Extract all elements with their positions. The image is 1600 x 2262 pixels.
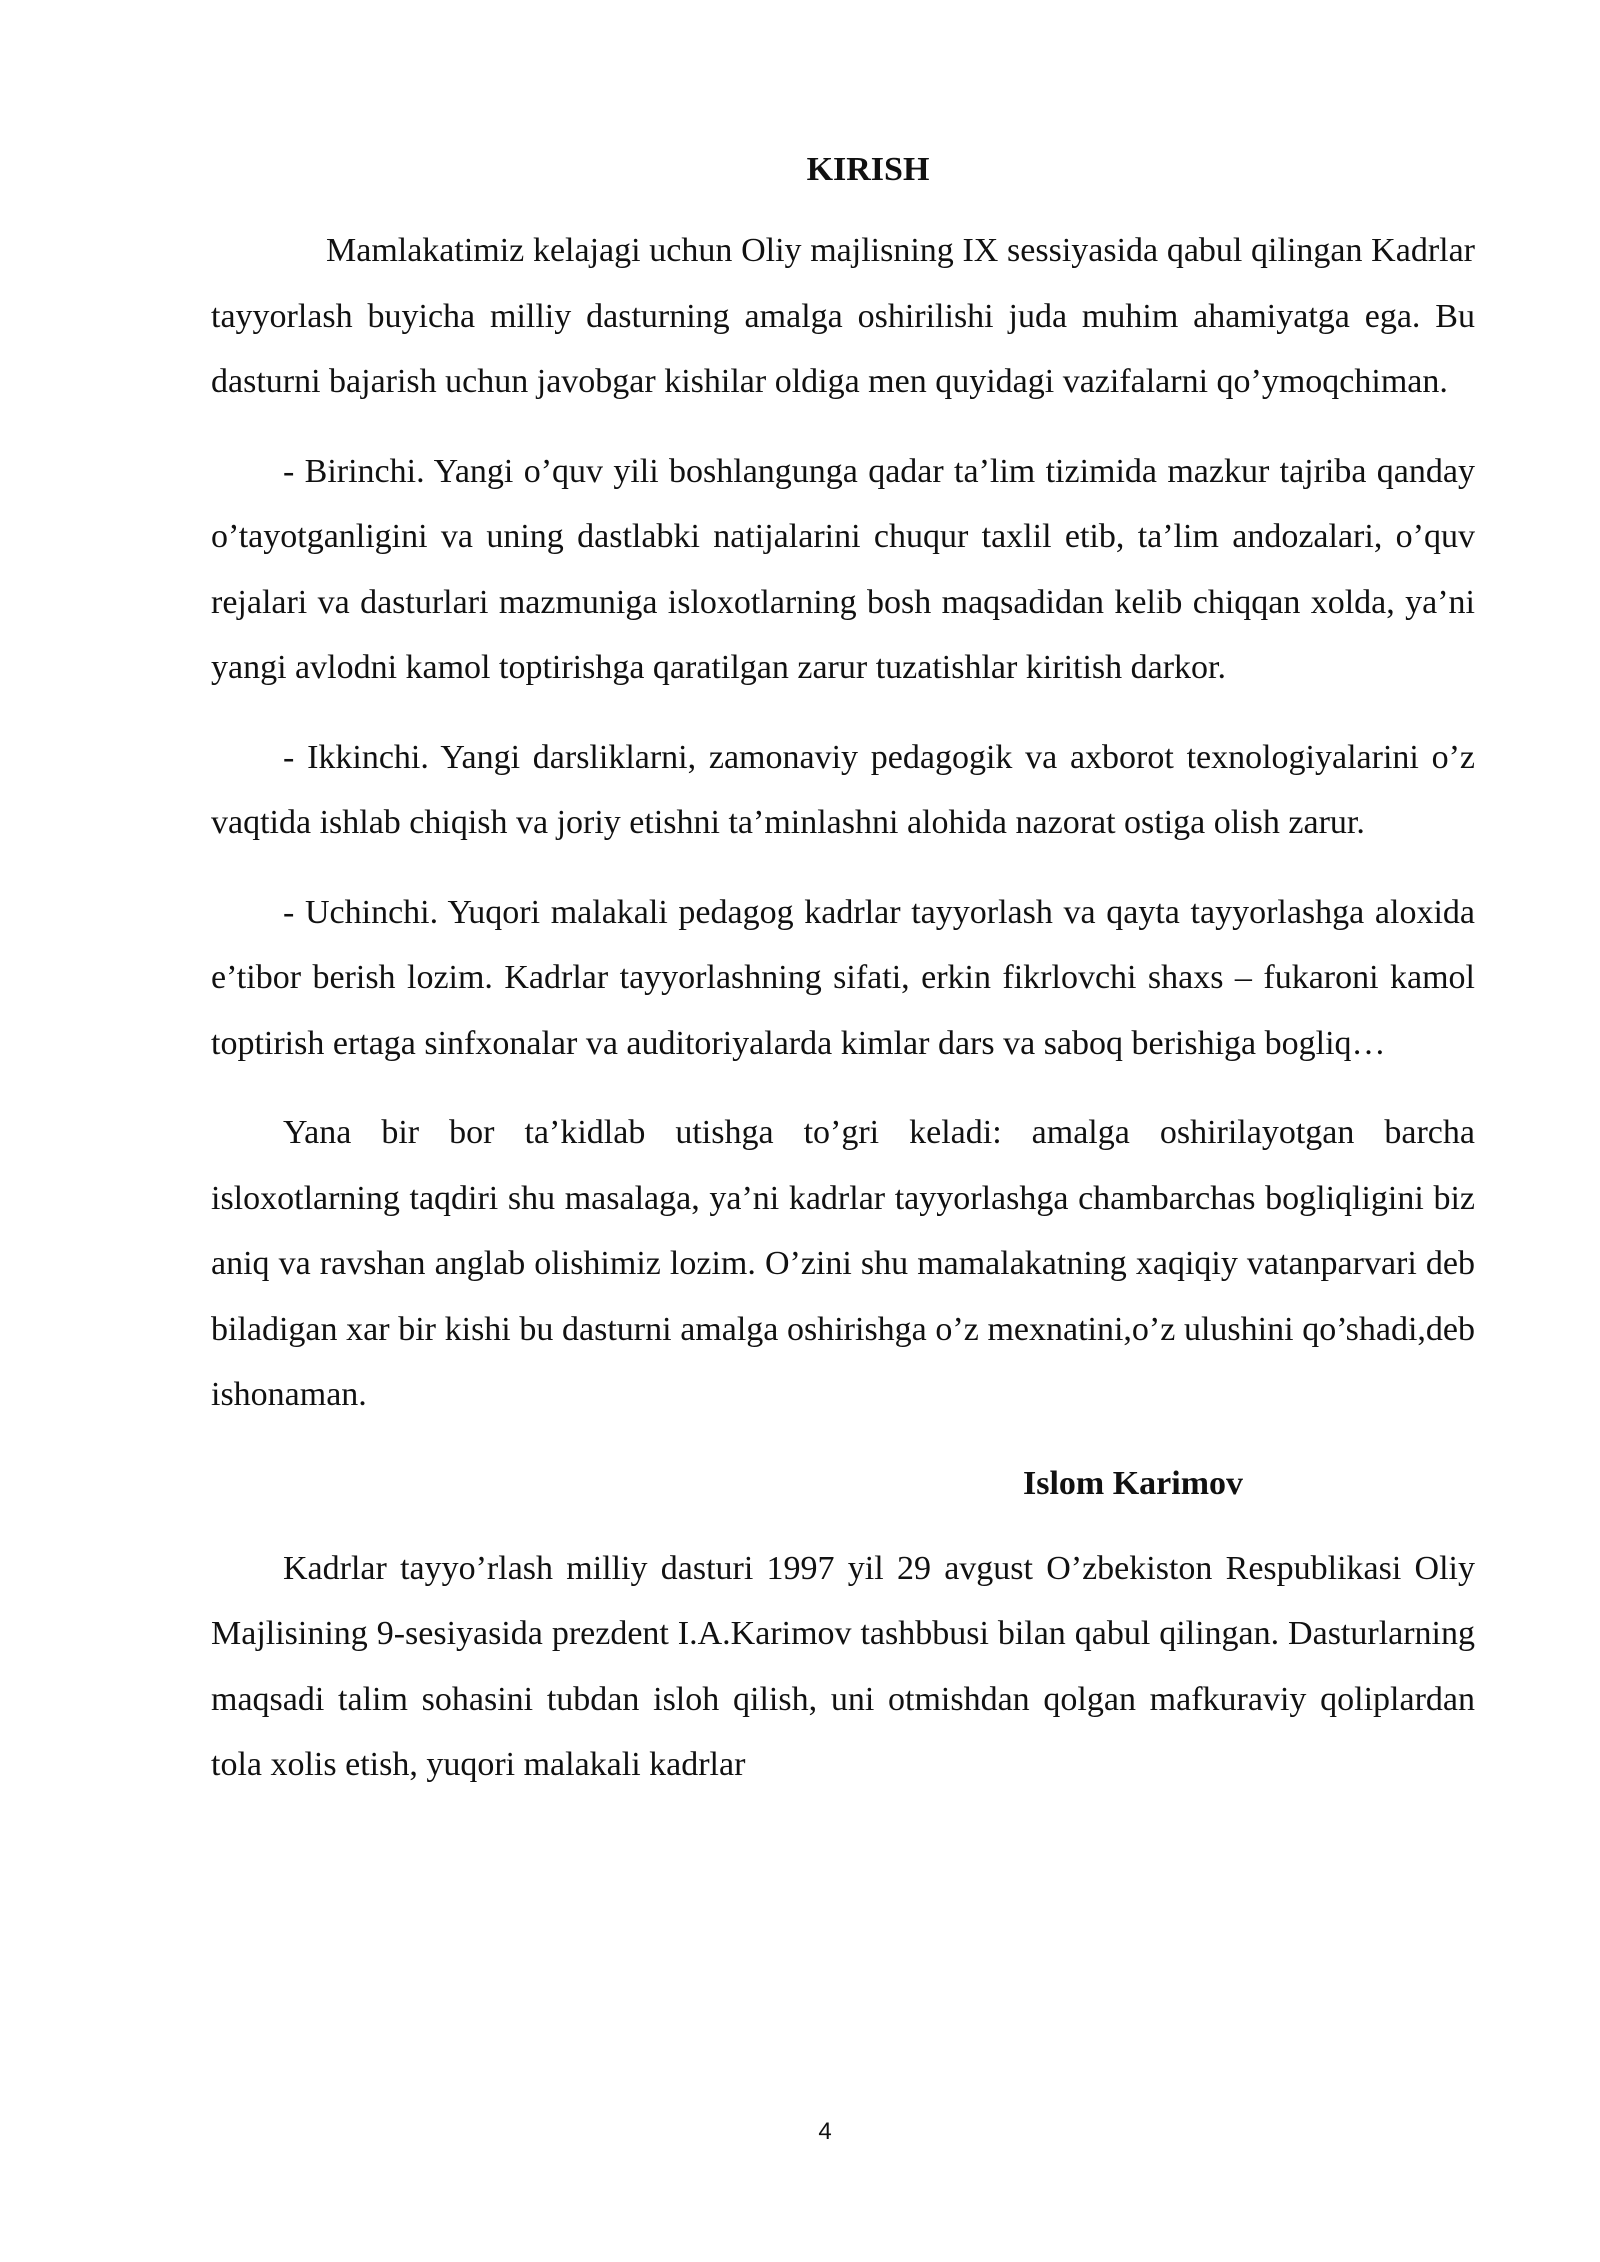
program-description-paragraph: Kadrlar tayyo’rlash milliy dasturi 1997 yil 29 avgust O’zbekiston Respublikasi Oliy Majlisining 9-sesiyasida prezdent I.A.Karimov tashbbusi bilan qabul qilingan. Dasturlarning maqsadi talim sohasini tubdan isloh qilish, uni otmishdan qolgan mafkuraviy qoliplardan tola xolis etish, yuqori malakali kadrlar bbox=[211, 1549, 1475, 1783]
task-third-paragraph: - Uchinchi. Yuqori malakali pedagog kadrlar tayyorlash va qayta tayyorlashga aloxida e’tibor berish lozim. Kadrlar tayyorlashning sifati, erkin fikrlovchi shaxs – fukaroni kamol toptirish ertaga sinfxonalar va auditoriyalarda kimlar dars va saboq berishiga bogliq… bbox=[211, 893, 1475, 1062]
conclusion-paragraph: Yana bir bor ta’kidlab utishga to’gri keladi: amalga oshirilayotgan barcha isloxotlarning taqdiri shu masalaga, ya’ni kadrlar tayyorlashga chambarchas bogliqligini biz aniq va ravshan anglab olishimiz lozim. O’zini shu mamalakatning xaqiqiy vatanparvari deb biladigan xar bir kishi bu dasturni amalga oshirishga o’z mexnatini,o’z ulushini qo’shadi,deb ishonaman. bbox=[211, 1114, 1475, 1413]
task-first-paragraph: - Birinchi. Yangi o’quv yili boshlangunga qadar ta’lim tizimida mazkur tajriba qanday o’tayotganligini va uning dastlabki natijalarini chuqur taxlil etib, ta’lim andozalari, o’quv rejalari va dasturlari mazmuniga isloxotlarning bosh maqsadidan kelib chiqqan xolda, ya’ni yangi avlodni kamol toptirishga qaratilgan zarur tuzatishlar kiritish darkor. bbox=[211, 452, 1475, 686]
task-second-paragraph: - Ikkinchi. Yangi darsliklarni, zamonaviy pedagogik va axborot texnologiyalarini o’z vaqtida ishlab chiqish va joriy etishni ta’minlashni alohida nazorat ostiga olish zarur. bbox=[211, 738, 1475, 841]
intro-paragraph: Mamlakatimiz kelajagi uchun Oliy majlisning IX sessiyasida qabul qilingan Kadrlar tayyorlash buyicha milliy dasturning amalga oshirilishi juda muhim ahamiyatga ega. Bu dasturni bajarish uchun javobgar kishilar oldiga men quyidagi vazifalarni qo’ymoqchiman. bbox=[211, 232, 1475, 400]
page-content bbox=[211, 148, 1475, 1798]
page-number: 4 bbox=[818, 2118, 832, 2145]
section-title: KIRISH bbox=[806, 151, 930, 188]
author-signature: Islom Karimov bbox=[1023, 1464, 1244, 1502]
